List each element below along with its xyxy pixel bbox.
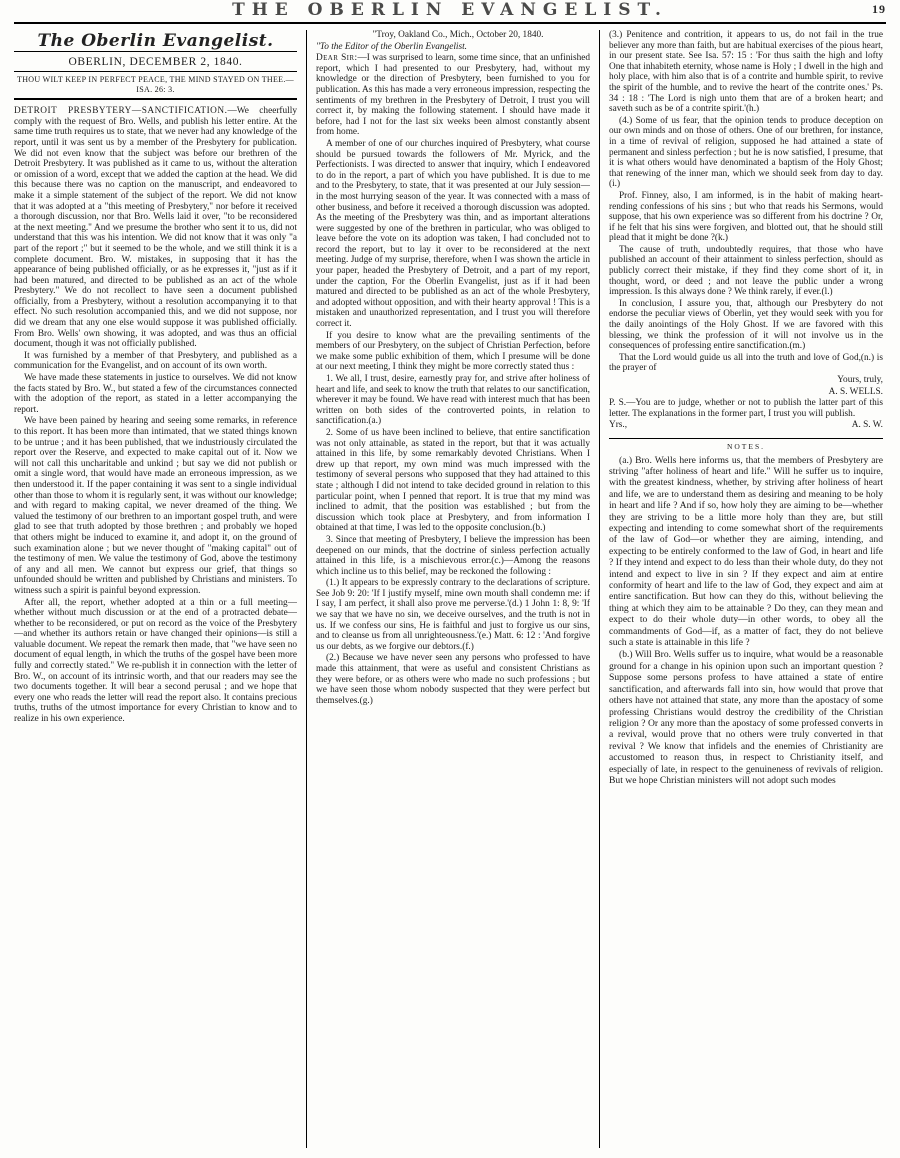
letter-paragraph: If you desire to know what are the prevailing sentiments of the members of our Presbytery, on the subject of Christian Perfection, before we make some public exhibition of them, which I presume will be done at our next meeting, I think they might be more correctly stated thus : — [316, 330, 590, 373]
column-3 — [599, 30, 883, 1148]
article-paragraph — [14, 106, 297, 350]
letter-salutation: Dear Sir: — [316, 53, 358, 64]
article-headline: DETROIT PRESBYTERY—SANCTIFICATION. — [14, 106, 228, 117]
postscript-signature-line — [609, 420, 883, 431]
yrs-signature: A. S. W. — [851, 420, 883, 431]
notes-divider — [609, 438, 883, 439]
letter-paragraph: (1.) It appears to be expressly contrary to the declarations of scripture. See Job 9: 20: 'If I justify myself, mine own mouth shall condemn me: if I say, I am perfect, it shall also prove me perverse.'(d.) 1 John 1: 8, 9: 'If we say that we have no sin, we deceive ourselves, and the truth is not in us. If we confess our sins, He is faithful and just to forgive us our sins, and to cleanse us from all unrighteousness.'(e.) Matt. 6: 12 : 'And forgive us our debts, as we forgive our debtors.(f.) — [316, 578, 590, 652]
column-1 — [14, 30, 297, 1148]
letter-paragraph: (4.) Some of us fear, that the opinion tends to produce deception on our own minds and on those of others. One of our brethren, for instance, in a time of revival of religion, supposed he had attained a state of permanent and sinless perfection ; but he is now satisfied, I presume, that it is what others would have denominated a baptism of the Holy Ghost; that renewing of the inner man, which we should seek from day to day.(i.) — [609, 115, 883, 190]
nameplate-dateline: OBERLIN, DECEMBER 2, 1840. — [14, 52, 297, 73]
nameplate-motto: THOU WILT KEEP IN PERFECT PEACE, THE MIND STAYED ON THEE.—ISA. 26: 3. — [14, 72, 297, 100]
letter-signature: A. S. WELLS. — [828, 386, 883, 397]
article-paragraph: We have been pained by hearing and seeing some remarks, in reference to this report. It has been more than intimated, that we stated things known to be untrue ; and it has been published, that we industriously circulated the report over the Reserve, and expected to make capital out of it. Now we will not call this uncharitable and unkind ; but say we did not publish or omit a single word, that would have made an erroneous impression, as we then understood it. If the paper containing it was sent to a single individual other than those to whom it is regularly sent, it was without our knowledge; and with regard to making capital, we never dreamed of the thing. We valued the testimony of our brethren to an important gospel truth, and were glad to see that truth adopted by those brethren ; and probably we hoped that others might be induced to examine it, and adopt it, on the ground of such examination alone ; but we never thought of "making capital" out of the testimony of men. We value the testimony of God, above the testimony of any and all men. We cannot but express our grief, that things so unfounded should be written and published by Christians and ministers. To witness such a spirit is painful beyond expression. — [14, 416, 297, 596]
article-paragraph: It was furnished by a member of that Presbytery, and published as a communication for the Evangelist, and on account of its own worth. — [14, 350, 297, 372]
columns-container — [14, 30, 886, 1148]
yrs-label: Yrs., — [609, 420, 628, 431]
letter-closing: Yours, truly, — [837, 375, 883, 385]
letter-paragraph: (2.) Because we have never seen any persons who professed to have made this attainment, that were as useful and consistent Christians as they were before, or as others were who made no such professions ; but we have seen those whom nobody suspected that they were perfect but themselves.(g.) — [316, 653, 590, 706]
letter-paragraph: 3. Since that meeting of Presbytery, I believe the impression has been deepened on our minds, that the doctrine of sinless perfection actually attained in this life, is a mischievous error.(c.)—Among the reasons which incline us to this belief, may be reckoned the following : — [316, 534, 590, 577]
letter-subhead: "To the Editor of the Oberlin Evangelist. — [316, 41, 468, 52]
letter-dateline: "Troy, Oakland Co., Mich., October 20, 1840. — [372, 30, 544, 40]
letter-opening-text: —I was surprised to learn, some time since, that an unfinished report, which I had presented to our Presbytery, had, without my knowledge or the direction of Presbytery, been furnished to you for publication. As this has made a very erroneous impression, respecting the sentiments of my brethren in the Presbytery of Detroit, I trust you will correct it, by making the following statement. I should have made it before, had I not for the last six weeks been almost constantly absent from home. — [316, 53, 590, 138]
notes-section — [609, 455, 883, 787]
column-2 — [306, 30, 590, 1148]
letter-paragraph: The cause of truth, undoubtedly requires, that those who have published an account of their attainment to sinless perfection, should as publicly correct their mistake, if they find they come short of it, in thought, word, or deed ; and not leave the public under a wrong impression. Is this always done ? We think rarely, if ever.(l.) — [609, 244, 883, 298]
page-number: 19 — [872, 2, 886, 16]
letter-paragraph: A member of one of our churches inquired of Presbytery, what course should be pursued towards the followers of Mr. Myrick, and the Perfectionists. I was directed to answer that inquiry, which I endeavored to do in the report, a part of which you have published. It is due to me and to the Presbytery, to state, that it was presented at our July session—in the most hurrying season of the year. It was connected with a mass of other business, and before it received a thorough discussion was adopted. As the meeting of the Presbytery was thin, and as important alterations were suggested by one of the brethren in particular, who was obliged to leave before the vote on its adoption was taken, I had concluded not to record the report, but to lay it over to be reconsidered at the next meeting. Judge of my surprise, therefore, when I was shown the article in your paper, headed the Presbytery of Detroit, and a part of my report, under the caption, For the Oberlin Evangelist, just as if it had been matured and directed to be published as an act of the whole Presbytery, and adopted without opposition, and with their hearty approval ! This is a mistaken and unauthorized representation, and I trust you will therefore correct it. — [316, 138, 590, 330]
article-lead-text: —We cheerfully comply with the request of Bro. Wells, and publish his letter entire. At the same time truth requires us to state, that we never had any knowledge of the report, until it was sent us by a member of the Presbytery for publication. We did not even know that the subject was before our brethren of the Detroit Presbytery. It was published as it came to us, without the alteration or omission of a word, except that we added the caption at the head. We did this because there was no caption on the manuscript, and endeavored to make it a simple statement of the subject of the report. We did not know that it was adopted at a "this meeting of Presbytery," nor before it received a thorough discussion, nor that Bro. Wells laid it over, "to be reconsidered at the next meeting." And we presume the brother who sent it to us, did not understand that this was his intention. We did not know that it was only "a part of the report ;" but it seemed to be the whole, and we still think it is a complete document. Bro. W. mistakes, in supposing that it has the appearance of being published officially, or as he expresses it, "just as if it had been matured, and directed to be published as an act of the whole Presbytery." We do not recollect to have seen a document published officially, from a Presbytery, without a resolution accompanying it to that effect. No such resolution accompanied this, and we did not suppose, nor did we dream that any one else would suppose it was published officially. From Bro. Wells' own showing, it was adopted, and was thus an official document, though it was not officially published. — [14, 106, 297, 350]
notes-title: NOTES. — [726, 441, 766, 451]
letter-postscript: P. S.—You are to judge, whether or not to publish the latter part of this letter. The explanations in the former part, I trust you will publish. — [609, 398, 883, 419]
note-paragraph: (b.) Will Bro. Wells suffer us to inquire, what would be a reasonable ground for a change in his opinion upon such an important question ? Suppose some persons profess to have attained a state of entire sanctification, and afterwards fall into sin, how would that prove that others have not attained that state, any more than the apostacy of some professing Christians would destroy the credibility of the Christian religion ? Or any more than the apostacy of some professed converts in a revival, would prove that no others were truly converted in that revival ? We know that infidels and the enemies of Christianity are accustomed to reason thus, in respect to Christianity itself, and especially of late, in respect to the genuineness of revivals of religion. But we hope Christian ministers will not adopt such modes — [609, 649, 883, 786]
letter-paragraph: 1. We all, I trust, desire, earnestly pray for, and strive after holiness of heart and life, and seek to know the truth that relates to our sanctification, wherever it may be found. We have read with interest much that has been written on both sides of the controverted points, in relation to sanctification.(a.) — [316, 374, 590, 427]
letter-opening — [316, 53, 590, 138]
masthead — [14, 0, 886, 24]
note-paragraph: (a.) Bro. Wells here informs us, that the members of Presbytery are striving "after holiness of heart and life." Will he suffer us to inquire, with the greatest kindness, whether, by striving after holiness of heart and life, we are to understand them as desiring and meaning to be holy in heart and life ? And if so, how holy they are aiming to be—whether they are striving to be a little more holy than they are, but still expecting and intending to come somewhat short of the requirements of the law of God—or whether they are aiming, intending, and expecting to be entirely conformed to the law of God, in heart and life ? If they intend and expect to do less than their whole duty, do they not intend and expect to live in sin ? If they expect and aim at entire conformity of heart and life to the law of God, they expect and aim at entire sanctification. But how can they do this, without believing the thing at which they aim to be attainable ? Do they, can they mean and expect to do their whole duty—in other words, to obey all the commandments of God—if, as a matter of fact, they do not believe such a state is attainable in this life ? — [609, 454, 883, 649]
nameplate-flag: The Oberlin Evangelist. — [14, 30, 297, 52]
letter-paragraph: That the Lord would guide us all into the truth and love of God,(n.) is the prayer of — [609, 352, 883, 374]
letter-paragraph: In conclusion, I assure you, that, although our Presbytery do not endorse the peculiar views of Oberlin, yet they would seek with you for the daily anointings of the Holy Ghost. If we are favored with this blessing, we think the profession of it will not involve us in the consequences of professing entire sanctification.(m.) — [609, 298, 883, 352]
letter-paragraph: Prof. Finney, also, I am informed, is in the habit of making heart-rending confessions of his sins ; but who that reads his Sermons, would suppose, that his own experience was so different from his doctrine ? Or, if he felt that his sins were forgiven, and blotted out, that he should still plead that it might be done ?(k.) — [609, 190, 883, 244]
masthead-title: THE OBERLIN EVANGELIST. — [232, 0, 668, 20]
lead-article — [14, 106, 297, 350]
article-paragraph: We have made these statements in justice to ourselves. We did not know the facts stated by Bro. W., but stated a few of the circumstances connected with the adoption of the report, as stated in a letter accompanying the report. — [14, 373, 297, 415]
article-paragraph: After all, the report, whether adopted at a thin or a full meeting—whether without much discussion or at the end of a protracted debate—whether to be reconsidered, or put on record as the voice of the Presbytery—and whether its authors retain or have changed their opinions—is still a valuable document. We repeat the remark then made, that "we have seen no document of equal length, in which the truths of the gospel have been more fully and correctly stated." We re-publish it in connection with the letter of Bro. W., on account of its intrinsic worth, and that our readers may see the two documents together. It will bear a second perusal ; and we hope that every one who reads the letter will read the report also. It contains precious truths, truths of the utmost importance for every Christian to know and to realize in his own experience. — [14, 597, 297, 725]
letter-paragraph: 2. Some of us have been inclined to believe, that entire sanctification was not only attainable, as stated in the report, but that it was actually attained in this life, by some remarkably devoted Christians. When I drew up that report, my own mind was much impressed with the testimony of several persons who supposed that they had attained to this state ; although I did not intend to take decided ground in relation to this particular point, when I penned that report. It is true that my mind was inclined to admit, that the position was established ; but from the discussion which took place at Presbytery, and from information I obtained at that time, I was led to the opposite conclusion.(b.) — [316, 427, 590, 534]
letter-paragraph: (3.) Penitence and contrition, it appears to us, do not fail in the true believer any more than faith, but are habitual exercises of the pious heart, in our present state. See Isa. 57: 15 : 'For thus saith the high and lofty One that inhabiteth eternity, whose name is Holy ; I dwell in the high and holy place, with him also that is of a contrite and humble spirit, to revive the spirit of the humble, and to revive the heart of the contrite ones.' Ps. 34 : 18 : 'The Lord is nigh unto them that are of a broken heart; and saveth such as be of a contrite spirit.'(h.) — [609, 30, 883, 115]
